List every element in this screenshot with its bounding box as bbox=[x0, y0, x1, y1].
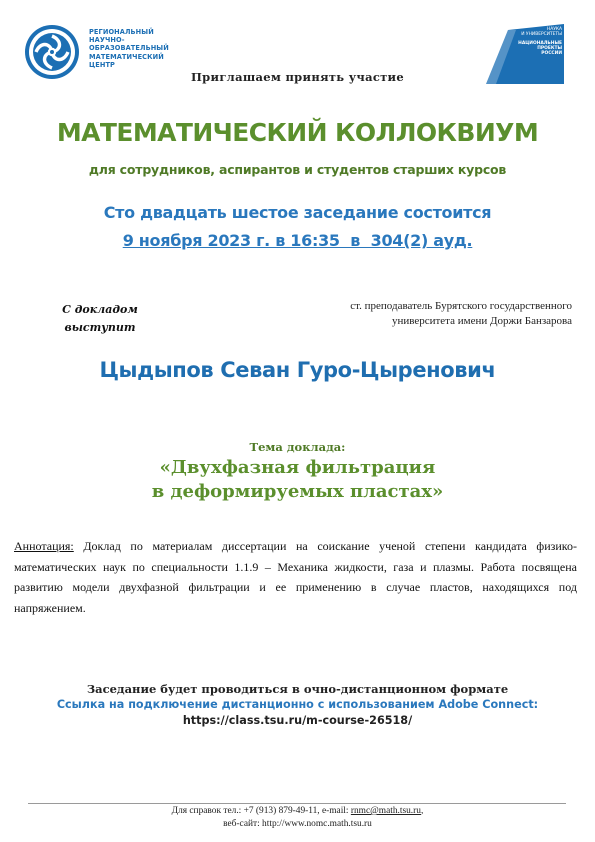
session-date-text: 9 ноября 2023 г. в 16:35 в 304(2) ауд. bbox=[122, 231, 473, 250]
affiliation-line: ст. преподаватель Бурятского государственного bbox=[350, 300, 572, 312]
talk-topic bbox=[0, 456, 595, 504]
footer-phone: Для справок тел.: +7 (913) 879-49-11, e-mail: bbox=[171, 806, 351, 816]
topic-label: Тема доклада: bbox=[249, 440, 346, 454]
org-name-line: ОБРАЗОВАТЕЛЬНЫЙ bbox=[89, 44, 169, 53]
speaker-name: Цыдыпов Севан Гуро-Цыренович bbox=[99, 358, 496, 382]
org-name-line: НАУЧНО- bbox=[89, 36, 125, 45]
annotation-text: Доклад по материалам диссертации на соискание ученой степени кандидата физико-математических наук по специальности 1.1.9 – Механика жидкости, газа и плазмы. Работа посвящена развитию модели двухфазной фильтрации и ее применению в случае пластов, находящихся под напряжением. bbox=[14, 539, 577, 615]
organization-name bbox=[89, 28, 169, 69]
audience-subtitle: для сотрудников, аспирантов и студентов старших курсов bbox=[88, 162, 507, 177]
org-name-line: РЕГИОНАЛЬНЫЙ bbox=[89, 28, 154, 36]
logo-text-line: НАЦИОНАЛЬНЫЕ bbox=[518, 40, 562, 46]
logo-text-line: И УНИВЕРСИТЕТЫ bbox=[521, 32, 562, 38]
page-title: МАТЕМАТИЧЕСКИЙ КОЛЛОКВИУМ bbox=[56, 118, 539, 147]
speaker-label-line: выступит bbox=[64, 321, 136, 334]
annotation-paragraph bbox=[14, 536, 577, 618]
footer-email-link[interactable]: rnmc@math.tsu.ru bbox=[350, 806, 421, 816]
org-name-line: МАТЕМАТИЧЕСКИЙ bbox=[89, 52, 164, 61]
footer-line bbox=[0, 805, 595, 818]
invitation-text: Приглашаем принять участие bbox=[191, 70, 404, 84]
speaker-affiliation bbox=[262, 299, 572, 328]
session-date-time bbox=[0, 231, 595, 250]
footer-divider bbox=[28, 803, 566, 804]
topic-line: «Двухфазная фильтрация bbox=[159, 457, 436, 478]
connection-link-label: Ссылка на подключение дистанционно с использованием Adobe Connect: bbox=[56, 698, 539, 711]
topic-line: в деформируемых пластах» bbox=[151, 481, 444, 502]
org-name-line: ЦЕНТР bbox=[89, 60, 115, 69]
logo-text-line: РОССИИ bbox=[541, 51, 562, 57]
footer-website[interactable]: веб-сайт: http://www.nomc.math.tsu.ru bbox=[223, 818, 372, 829]
footer-email-suffix: , bbox=[420, 806, 424, 816]
annotation-label: Аннотация: bbox=[14, 539, 74, 553]
meeting-format: Заседание будет проводиться в очно-дистанционном формате bbox=[86, 682, 509, 696]
affiliation-line: университета имени Доржи Банзарова bbox=[391, 314, 572, 327]
session-announcement: Сто двадцать шестое заседание состоится bbox=[103, 203, 492, 222]
connection-link[interactable]: https://class.tsu.ru/m-course-26518/ bbox=[182, 714, 413, 727]
logo-text-line: ПРОЕКТЫ bbox=[537, 45, 562, 51]
footer-contacts bbox=[0, 805, 595, 830]
national-projects-text bbox=[508, 27, 562, 56]
speaker-label-line: С докладом bbox=[62, 303, 138, 316]
logo-text-line: НАУКА bbox=[546, 27, 562, 32]
speaker-label bbox=[50, 301, 150, 337]
